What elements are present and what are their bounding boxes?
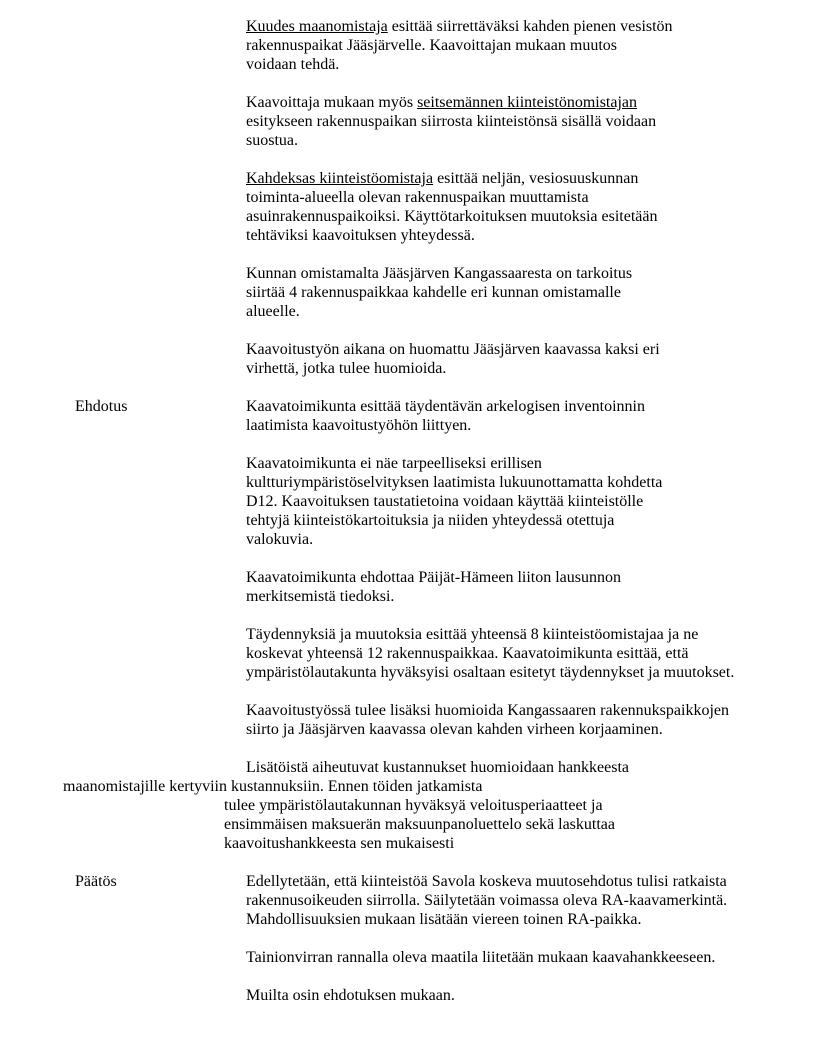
text-line — [224, 796, 629, 815]
text-line — [246, 568, 621, 587]
paragraph — [246, 948, 715, 967]
text-segment: Kaavatoimikunta ei näe tarpeelliseksi erillisen — [246, 455, 542, 472]
text-line — [246, 397, 645, 416]
text-segment: tehtyjä kiinteistökartoituksia ja niiden yhteydessä otettuja — [246, 512, 615, 529]
document-row — [75, 17, 816, 74]
text-segment: laatimista kaavoitustyöhön liittyen. — [246, 417, 472, 434]
document-row — [75, 872, 816, 929]
document-row — [75, 340, 816, 378]
text-segment: asuinrakennuspaikoiksi. Käyttötarkoituksen muutoksia esitetään — [246, 208, 658, 225]
text-line — [224, 815, 629, 834]
text-segment: Muilta osin ehdotuksen mukaan. — [246, 987, 455, 1004]
text-line — [246, 587, 621, 606]
text-line — [246, 93, 656, 112]
text-line — [246, 644, 734, 663]
text-line — [246, 530, 662, 549]
text-segment: suostua. — [246, 132, 298, 149]
text-segment: voidaan tehdä. — [246, 56, 340, 73]
text-segment: Kaavoitustyön aikana on huomattu Jääsjärven kaavassa kaksi eri — [246, 341, 660, 358]
text-line — [246, 17, 673, 36]
paragraph — [246, 264, 632, 321]
text-segment: tehtäviksi kaavoituksen yhteydessä. — [246, 227, 475, 244]
text-segment: Edellytetään, että kiinteistöä Savola koskeva muutosehdotus tulisi ratkaista — [246, 873, 727, 890]
text-line — [246, 264, 632, 283]
text-segment: koskevat yhteensä 12 rakennuspaikkaa. Kaavatoimikunta esittää, että — [246, 645, 689, 662]
text-line — [246, 283, 632, 302]
paragraph — [246, 986, 455, 1005]
underlined-text: Kahdeksas kiinteistöomistaja — [246, 170, 434, 187]
section-label: Päätös — [75, 873, 117, 890]
text-segment: D12. Kaavoituksen taustatietoina voidaan käyttää kiinteistölle — [246, 493, 644, 510]
text-line — [246, 454, 662, 473]
text-line — [246, 188, 657, 207]
document-row — [75, 568, 816, 606]
document-row — [75, 625, 816, 682]
text-line — [246, 986, 455, 1005]
text-segment: tulee ympäristölautakunnan hyväksyä veloitusperiaatteet ja — [224, 797, 603, 814]
document-row — [75, 264, 816, 321]
text-segment: siirtää 4 rakennuspaikkaa kahdelle eri kunnan omistamalle — [246, 284, 621, 301]
text-segment: Kaavatoimikunta esittää täydentävän arkelogisen inventoinnin — [246, 398, 645, 415]
text-line — [246, 720, 729, 739]
text-line — [246, 872, 727, 891]
text-segment: Kaavatoimikunta ehdottaa Päijät-Hämeen liiton lausunnon — [246, 569, 622, 586]
text-segment: rakennuspaikat Jääsjärvelle. Kaavoittajan mukaan muutos — [246, 37, 617, 54]
text-line — [246, 169, 657, 188]
paragraph — [246, 701, 729, 739]
text-line — [246, 131, 656, 150]
paragraph — [246, 454, 662, 549]
text-segment: Mahdollisuuksien mukaan lisätään viereen toinen RA-paikka. — [246, 911, 642, 928]
text-line — [246, 416, 645, 435]
text-segment: Kaavoitustyössä tulee lisäksi huomioida Kangassaaren rakennukspaikkojen — [246, 702, 729, 719]
text-segment: rakennusoikeuden siirrolla. Säilytetään voimassa oleva RA-kaavamerkintä. — [246, 892, 728, 909]
text-line — [246, 625, 734, 644]
document-row — [75, 986, 816, 1005]
text-line — [63, 777, 629, 796]
text-segment: maanomistajille kertyviin kustannuksiin. Ennen töiden jatkamista — [63, 778, 483, 795]
text-line — [246, 948, 715, 967]
text-line — [246, 473, 662, 492]
text-segment: toiminta-alueella olevan rakennuspaikan muuttamista — [246, 189, 589, 206]
document-row — [75, 948, 816, 967]
text-line — [246, 701, 729, 720]
text-line — [246, 663, 734, 682]
paragraph — [246, 625, 734, 682]
text-line — [246, 910, 727, 929]
text-line — [246, 207, 657, 226]
text-segment: esittää siirrettäväksi kahden pienen vesistön — [387, 18, 673, 35]
paragraph — [246, 169, 657, 245]
document-row — [63, 758, 816, 853]
text-line — [246, 891, 727, 910]
document-body — [63, 17, 816, 1005]
text-line — [246, 359, 660, 378]
document-row — [75, 454, 816, 549]
text-segment: siirto ja Jääsjärven kaavassa olevan kahden virheen korjaaminen. — [246, 721, 663, 738]
text-segment: merkitsemistä tiedoksi. — [246, 588, 395, 605]
text-segment: Kunnan omistamalta Jääsjärven Kangassaaresta on tarkoitus — [246, 265, 633, 282]
text-segment: esittää neljän, vesiosuuskunnan — [433, 170, 639, 187]
text-line — [224, 834, 629, 853]
text-segment: virhettä, jotka tulee huomioida. — [246, 360, 447, 377]
document-row — [75, 701, 816, 739]
text-segment: Kaavoittaja mukaan myös — [246, 94, 418, 111]
text-segment: Tainionvirran rannalla oleva maatila liitetään mukaan kaavahankkeeseen. — [246, 949, 716, 966]
text-segment: kultturiympäristöselvityksen laatimista lukuunottamatta kohdetta — [246, 474, 663, 491]
text-line — [246, 55, 673, 74]
text-segment: alueelle. — [246, 303, 300, 320]
text-segment: ensimmäisen maksuerän maksuunpanoluettelo sekä laskuttaa — [224, 816, 615, 833]
text-line — [246, 758, 629, 777]
paragraph — [63, 758, 630, 853]
paragraph — [246, 17, 673, 74]
text-line — [246, 511, 662, 530]
text-line — [246, 226, 657, 245]
text-segment: esitykseen rakennuspaikan siirrosta kiinteistönsä sisällä voidaan — [246, 113, 657, 130]
document-row — [75, 93, 816, 150]
text-line — [246, 302, 632, 321]
text-line — [246, 112, 656, 131]
text-segment: kaavoitushankkeesta sen mukaisesti — [224, 835, 455, 852]
text-segment: Täydennyksiä ja muutoksia esittää yhteensä 8 kiinteistöomistajaa ja ne — [246, 626, 699, 643]
paragraph — [246, 397, 645, 435]
paragraph — [246, 93, 656, 150]
text-segment: valokuvia. — [246, 531, 314, 548]
text-line — [246, 492, 662, 511]
document-row — [75, 397, 816, 435]
paragraph — [246, 872, 727, 929]
underlined-text: Kuudes maanomistaja — [246, 18, 388, 35]
text-line — [246, 36, 673, 55]
document-row — [75, 169, 816, 245]
text-segment: ympäristölautakunta hyväksyisi osaltaan esitetyt täydennykset ja muutokset. — [246, 664, 735, 681]
text-segment: Lisätöistä aiheutuvat kustannukset huomioidaan hankkeesta — [246, 759, 630, 776]
underlined-text: seitsemännen kiinteistönomistajan — [417, 94, 638, 111]
text-line — [246, 340, 660, 359]
paragraph — [246, 568, 621, 606]
paragraph — [246, 340, 660, 378]
section-label: Ehdotus — [75, 398, 128, 415]
